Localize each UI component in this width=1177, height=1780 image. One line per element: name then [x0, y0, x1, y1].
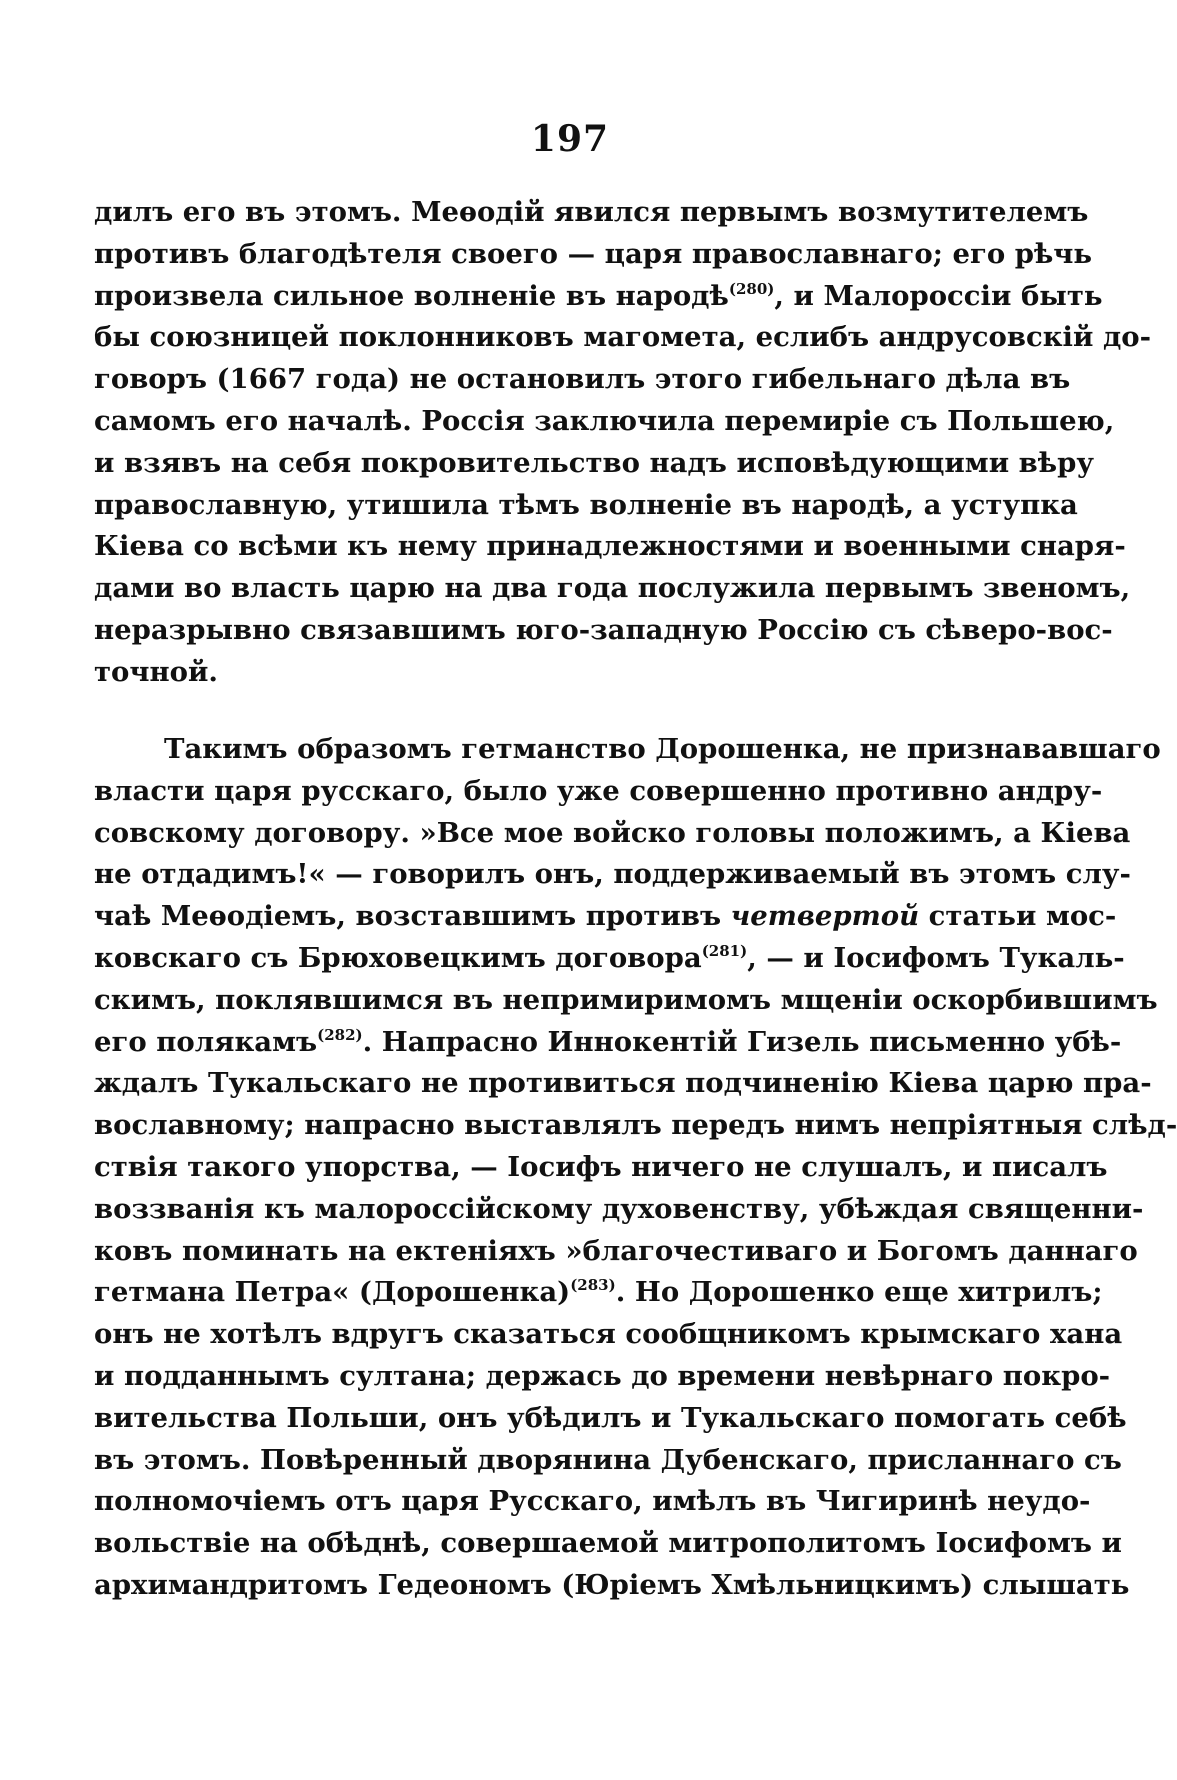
text-line: [94, 1022, 1122, 1064]
text-run: произвела сильное волненіе въ народѣ: [94, 279, 729, 312]
text-line: Такимъ образомъ гетманство Дорошенка, не признававшаго: [164, 733, 1161, 765]
text-line: скимъ, поклявшимся въ непримиримомъ мщеніи оскорбившимъ: [94, 983, 1158, 1016]
text-line: самомъ его началѣ. Россія заключила перемиріе съ Польшею,: [94, 404, 1115, 437]
text-run: гетмана Петра« (Дорошенка): [94, 1276, 571, 1309]
text-line: и взявъ на себя покровительство надъ исповѣдующими вѣру: [94, 446, 1094, 479]
text-line: онъ не хотѣлъ вдругъ сказаться сообщникомъ крымскаго хана: [94, 1318, 1123, 1351]
text-line: власти царя русскаго, было уже совершенно противно андру-: [94, 774, 1103, 807]
text-line: [94, 1272, 1103, 1314]
paragraph-1: [94, 192, 1152, 694]
text-line: бы союзницей поклонниковъ магомета, еслибъ андрусовскій до-: [94, 321, 1152, 354]
text-line: Кіева со всѣми къ нему принадлежностями и военными снаря-: [94, 530, 1126, 563]
text-line: неразрывно связавшимъ юго-западную Россію съ сѣверо-вос-: [94, 613, 1113, 646]
text-line: вославному; напрасно выставлялъ передъ нимъ непріятныя слѣд-: [94, 1109, 1177, 1142]
text-run: . Но Дорошенко еще хитрилъ;: [615, 1276, 1103, 1309]
page-number: 197: [530, 118, 610, 160]
text-line: православную, утишила тѣмъ волненіе въ народѣ, а уступка: [94, 488, 1078, 521]
text-run: его полякамъ: [94, 1025, 318, 1058]
text-line: [94, 276, 1103, 318]
text-line: ковъ поминать на ектеніяхъ »благочестиваго и Богомъ даннаго: [94, 1234, 1138, 1267]
text-line: архимандритомъ Гедеономъ (Юріемъ Хмѣльницкимъ) слышать: [94, 1568, 1130, 1601]
text-line: ждалъ Тукальскаго не противиться подчиненію Кіева царю пра-: [94, 1067, 1152, 1100]
text-line: воззванія къ малороссійскому духовенству, убѣждая священни-: [94, 1192, 1144, 1225]
text-line: дилъ его въ этомъ. Меѳодій явился первымъ возмутителемъ: [94, 196, 1089, 228]
text-run: , и Малороссіи быть: [774, 279, 1103, 312]
text-line: [94, 896, 1117, 938]
footnote-ref-283[interactable]: (283): [570, 1276, 616, 1295]
text-line: противъ благодѣтеля своего — царя православнаго; его рѣчь: [94, 237, 1093, 270]
text-run: ковскаго съ Брюховецкимъ договора: [94, 941, 702, 974]
text-line: точной.: [94, 655, 218, 688]
text-line: [94, 938, 1125, 980]
text-run: . Напрасно Иннокентій Гизель письменно убѣ-: [362, 1025, 1122, 1058]
footnote-ref-282[interactable]: (282): [317, 1025, 363, 1044]
text-line: вольствіе на обѣднѣ, совершаемой митрополитомъ Іосифомъ и: [94, 1527, 1122, 1560]
footnote-ref-281[interactable]: (281): [701, 941, 748, 960]
text-line: въ этомъ. Повѣренный дворянина Дубенскаго, присланнаго съ: [94, 1443, 1122, 1476]
text-line: не отдадимъ!« — говорилъ онъ, поддерживаемый въ этомъ слу-: [94, 858, 1131, 891]
text-run: статьи мос-: [919, 900, 1117, 933]
text-line: говоръ (1667 года) не остановилъ этого гибельнаго дѣла въ: [94, 363, 1071, 396]
text-line: дами во власть царю на два года послужила первымъ звеномъ,: [94, 572, 1131, 605]
italic-emphasis: четвертой: [730, 900, 920, 933]
footnote-ref-280[interactable]: (280): [728, 279, 775, 298]
text-line: полномочіемъ отъ царя Русскаго, имѣлъ въ Чигиринѣ неудо-: [94, 1485, 1091, 1518]
text-line: ствія такого упорства, — Іосифъ ничего не слушалъ, и писалъ: [94, 1150, 1108, 1183]
text-line: совскому договору. »Все мое войско головы положимъ, а Кіева: [94, 816, 1131, 849]
text-line: и подданнымъ султана; держась до времени невѣрнаго покро-: [94, 1359, 1111, 1392]
text-run: чаѣ Меѳодіемъ, возставшимъ противъ: [94, 900, 731, 933]
text-line: вительства Польши, онъ убѣдилъ и Тукальскаго помогать себѣ: [94, 1401, 1127, 1434]
paragraph-2: [94, 729, 1177, 1607]
text-run: , — и Іосифомъ Тукаль-: [747, 941, 1125, 974]
